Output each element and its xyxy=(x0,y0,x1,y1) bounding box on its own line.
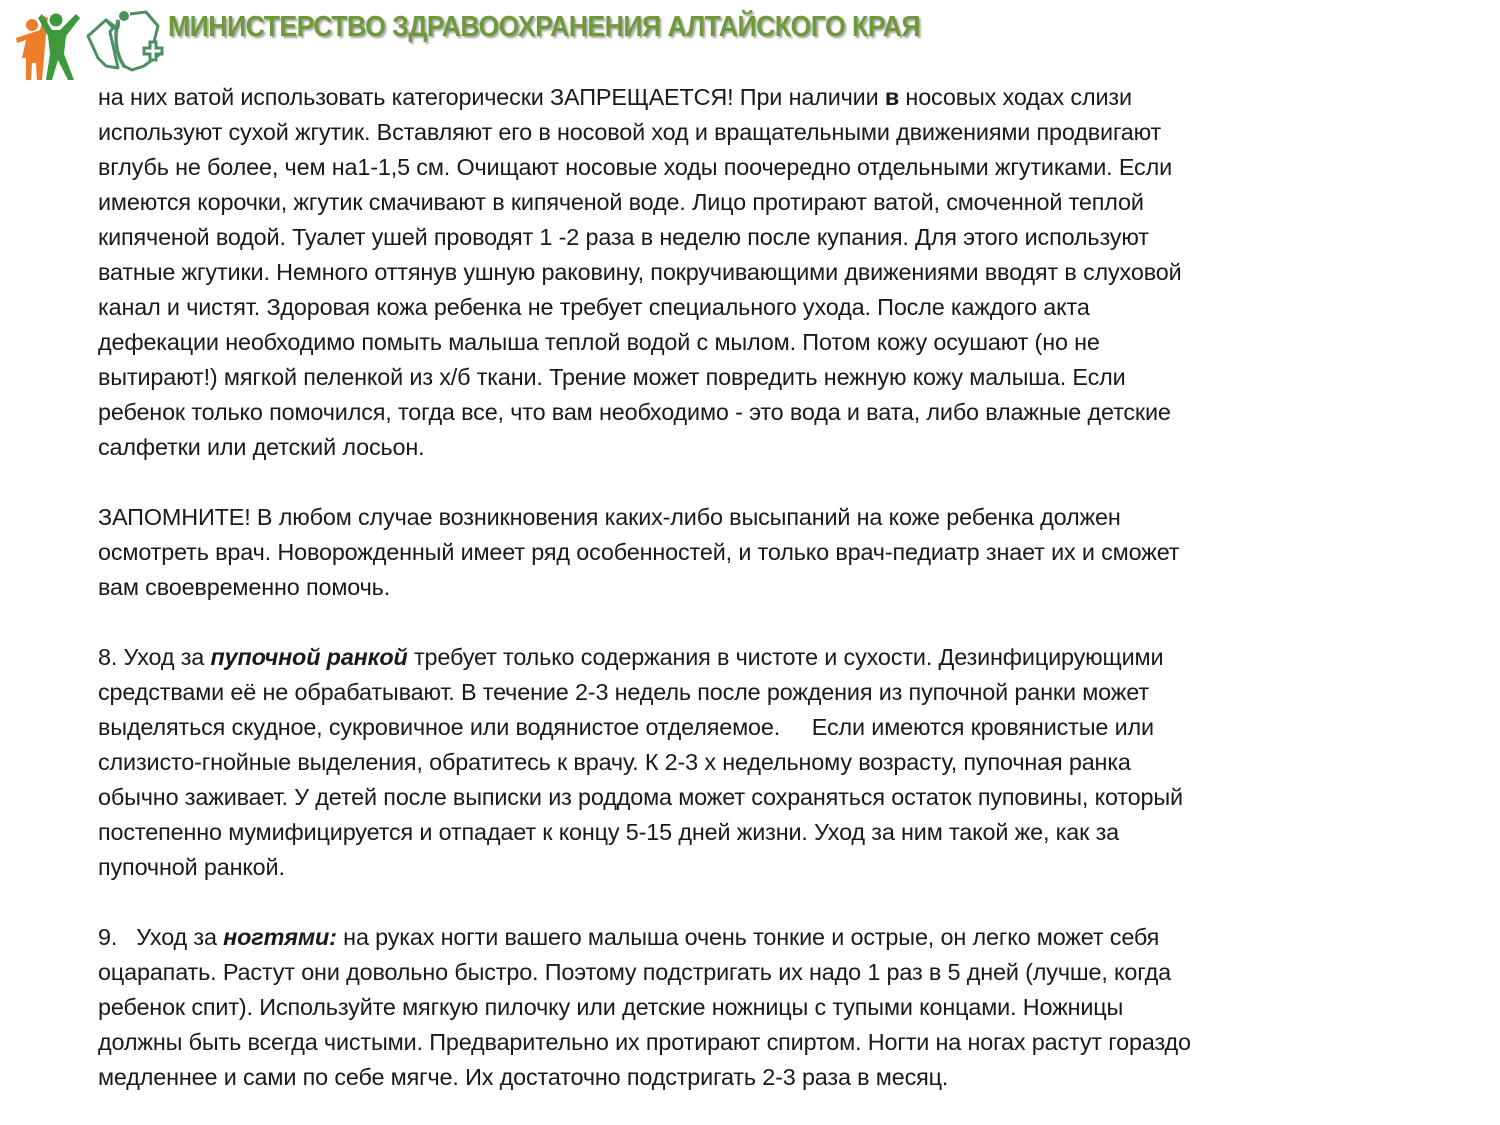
text-line: оцарапать. Растут они довольно быстро. Поэтому подстригать их надо 1 раз в 5 дней (лучше, когда xyxy=(98,959,1171,985)
paragraph-hygiene xyxy=(98,80,1388,465)
text-line: ЗАПОМНИТЕ! В любом случае возникновения каких-либо высыпаний на коже ребенка должен xyxy=(98,504,1121,530)
text-line: пупочной ранкой. xyxy=(98,854,285,880)
text-line: канал и чистят. Здоровая кожа ребенка не требует специального ухода. После каждого акта xyxy=(98,294,1090,320)
text-line: постепенно мумифицируется и отпадает к концу 5-15 дней жизни. Уход за ним такой же, как за xyxy=(98,819,1120,845)
text-run: на них ватой использовать категорически ЗАПРЕЩАЕТСЯ! При наличии xyxy=(98,84,885,110)
text-run: требует только содержания в чистоте и сухости. Дезинфицирующими xyxy=(407,644,1164,670)
text-line xyxy=(98,920,1388,955)
paragraph-nail-care xyxy=(98,920,1388,1095)
text-line: ватные жгутики. Немного оттянув ушную раковину, покручивающими движениями вводят в слуховой xyxy=(98,259,1182,285)
text-line xyxy=(98,80,1388,115)
text-line: выделяться скудное, сукровичное или водянистое отделяемое. Если имеются кровянистые или xyxy=(98,714,1154,740)
text-line: ребенок спит). Используйте мягкую пилочку или детские ножницы с тупыми концами. Ножницы xyxy=(98,994,1124,1020)
ministry-title: МИНИСТЕРСТВО ЗДРАВООХРАНЕНИЯ АЛТАЙСКОГО КРАЯ xyxy=(168,11,920,43)
text-line: используют сухой жгутик. Вставляют его в носовой ход и вращательными движениями продвигают xyxy=(98,119,1162,145)
text-line: слизисто-гнойные выделения, обратитесь к врачу. К 2-3 х недельному возрасту, пупочная ранка xyxy=(98,749,1131,775)
bold-italic-text: ногтями: xyxy=(223,924,337,950)
text-run: носовых ходах слизи xyxy=(899,84,1132,110)
ministry-logo-icon xyxy=(84,8,166,74)
text-line: имеются корочки, жгутик смачивают в кипяченой воде. Лицо протирают ватой, смоченной теплой xyxy=(98,189,1144,215)
text-line: осмотреть врач. Новорожденный имеет ряд особенностей, и только врач-педиатр знает их и сможет xyxy=(98,539,1180,565)
paragraph-spacer xyxy=(98,885,1388,920)
family-logo-icon xyxy=(14,8,82,82)
paragraph-remember xyxy=(98,500,1388,605)
text-run: на руках ногти вашего малыша очень тонкие и острые, он легко может себя xyxy=(336,924,1160,950)
text-line: должны быть всегда чистыми. Предварительно их протирают спиртом. Ногти на ногах растут гораздо xyxy=(98,1029,1191,1055)
paragraph-spacer xyxy=(98,465,1388,500)
document-body xyxy=(98,80,1388,1095)
text-line: вытирают!) мягкой пеленкой из х/б ткани. Трение может повредить нежную кожу малыша. Если xyxy=(98,364,1126,390)
text-line xyxy=(98,640,1388,675)
text-run: 9. Уход за xyxy=(98,924,224,950)
text-line: средствами её не обрабатывают. В течение 2-3 недель после рождения из пупочной ранки может xyxy=(98,679,1149,705)
text-line: обычно заживает. У детей после выписки из роддома может сохраняться остаток пуповины, который xyxy=(98,784,1183,810)
text-line: вам своевременно помочь. xyxy=(98,574,391,600)
text-line: кипяченой водой. Туалет ушей проводят 1 -2 раза в неделю после купания. Для этого используют xyxy=(98,224,1149,250)
text-line: ребенок только помочился, тогда все, что вам необходимо - это вода и вата, либо влажные детские xyxy=(98,399,1171,425)
text-line: дефекации необходимо помыть малыша теплой водой с мылом. Потом кожу осушают (но не xyxy=(98,329,1100,355)
paragraph-umbilical-care xyxy=(98,640,1388,885)
paragraph-spacer xyxy=(98,605,1388,640)
bold-text: в xyxy=(884,84,900,110)
text-run: 8. Уход за xyxy=(98,644,211,670)
text-line: салфетки или детский лосьон. xyxy=(98,434,425,460)
page-header xyxy=(0,0,1500,85)
bold-italic-text: пупочной ранкой xyxy=(210,644,408,670)
text-line: медленнее и сами по себе мягче. Их достаточно подстригать 2-3 раза в месяц. xyxy=(98,1064,949,1090)
text-line: вглубь не более, чем на1-1,5 см. Очищают носовые ходы поочередно отдельными жгутиками. Если xyxy=(98,154,1172,180)
